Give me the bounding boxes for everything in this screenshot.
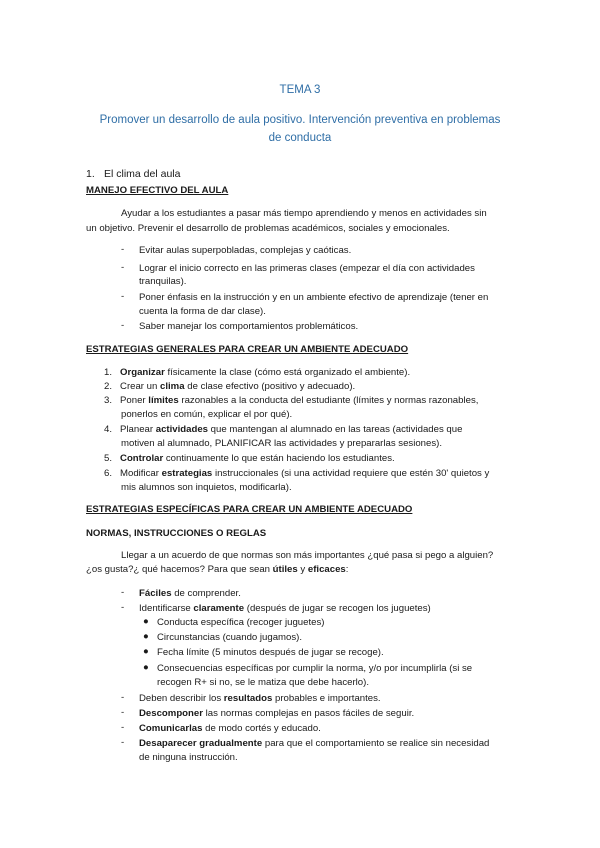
doc-subtitle-line1: Promover un desarrollo de aula positivo. Intervención preventiva en problemas bbox=[99, 114, 501, 126]
especificas-paragraph-line1: Llegar a un acuerdo de que normas son más importantes ¿qué pasa si pego a alguien? bbox=[121, 550, 494, 561]
dash-bullet: - bbox=[121, 737, 125, 748]
item-text: razonables a la conducta del estudiante (límites y normas razonables, bbox=[178, 395, 479, 406]
dot-bullet: ● bbox=[143, 631, 149, 642]
bullet-text: de comprender. bbox=[171, 588, 241, 599]
item-text: que mantengan al alumnado en las tareas (actividades que bbox=[208, 424, 463, 435]
manejo-bullet-3-line2: cuenta la forma de dar clase). bbox=[139, 306, 266, 317]
bullet-text: para que el comportamiento se realice sin necesidad bbox=[262, 738, 490, 749]
manejo-bullet-4: Saber manejar los comportamientos problemáticos. bbox=[139, 321, 359, 332]
dash-bullet: - bbox=[121, 602, 125, 613]
item-number: 6. bbox=[104, 468, 113, 479]
item-number: 2. bbox=[104, 381, 113, 392]
especificas-bullet-4 bbox=[139, 707, 414, 721]
manejo-bullet-2-line1: Lograr el inicio correcto en las primeras clases (empezar el día con actividades bbox=[139, 263, 475, 274]
item-pre: Poner bbox=[120, 395, 149, 406]
item-pre: Planear bbox=[120, 424, 156, 435]
bullet-text: de modo cortés y educado. bbox=[202, 723, 321, 734]
dash-bullet: - bbox=[121, 244, 125, 255]
heading-generales: ESTRATEGIAS GENERALES PARA CREAR UN AMBIENTE ADECUADO bbox=[86, 344, 409, 355]
bullet-bold: Descomponer bbox=[139, 708, 203, 719]
item-pre: Modificar bbox=[120, 468, 162, 479]
item-number: 1. bbox=[104, 367, 113, 378]
dot-bullet: ● bbox=[143, 662, 149, 673]
generales-item-3 bbox=[104, 394, 478, 408]
item-number: 4. bbox=[104, 424, 113, 435]
item-text: de clase efectivo (positivo y adecuado). bbox=[184, 381, 356, 392]
bullet-bold: resultados bbox=[223, 693, 273, 704]
generales-item-4-line2: motiven al alumnado, PLANIFICAR las actividades y prepararlas sesiones). bbox=[121, 438, 443, 449]
dash-bullet: - bbox=[121, 320, 125, 331]
bullet-pre: Deben describir los bbox=[139, 693, 224, 704]
dot-bullet: ● bbox=[143, 616, 149, 627]
bullet-text: (después de jugar se recogen los juguetes) bbox=[244, 603, 431, 614]
dash-bullet: - bbox=[121, 291, 125, 302]
especificas-bullet-2 bbox=[139, 602, 431, 616]
generales-item-2 bbox=[104, 380, 355, 394]
bullet-pre: Identificarse bbox=[139, 603, 194, 614]
item-number: 5. bbox=[104, 453, 113, 464]
manejo-paragraph-line1: Ayudar a los estudiantes a pasar más tiempo aprendiendo y menos en actividades sin bbox=[121, 208, 487, 219]
heading-manejo: MANEJO EFECTIVO DEL AULA bbox=[86, 185, 229, 196]
para-bold-eficaces: eficaces bbox=[307, 564, 346, 575]
doc-subtitle-line2: de conducta bbox=[268, 132, 332, 144]
section-number: 1. bbox=[86, 168, 95, 180]
generales-item-3-line2: ponerlos en común, explicar el por qué). bbox=[121, 409, 293, 420]
generales-item-4 bbox=[104, 423, 462, 437]
bullet-text: las normas complejas en pasos fáciles de seguir. bbox=[202, 708, 415, 719]
item-text: físicamente la clase (cómo está organizado el ambiente). bbox=[164, 367, 411, 378]
dash-bullet: - bbox=[121, 692, 125, 703]
para-post: : bbox=[345, 564, 349, 575]
especificas-paragraph-line2 bbox=[86, 563, 348, 577]
bullet-bold: Fáciles bbox=[139, 588, 172, 599]
doc-title: TEMA 3 bbox=[279, 84, 321, 96]
item-bold: clima bbox=[160, 381, 185, 392]
bullet-bold: claramente bbox=[193, 603, 245, 614]
generales-item-1 bbox=[104, 366, 410, 380]
para-mid: y bbox=[297, 564, 308, 575]
item-bold: límites bbox=[148, 395, 179, 406]
especificas-bullet-6 bbox=[139, 737, 489, 751]
especificas-bullet-6-line2: de ninguna instrucción. bbox=[139, 752, 238, 763]
section-title: El clima del aula bbox=[104, 168, 181, 180]
dash-bullet: - bbox=[121, 262, 125, 273]
para-bold-utiles: útiles bbox=[272, 564, 298, 575]
item-bold: Organizar bbox=[120, 367, 165, 378]
item-text: continuamente lo que están haciendo los estudiantes. bbox=[163, 453, 395, 464]
bullet-bold: Comunicarlas bbox=[139, 723, 203, 734]
generales-item-5 bbox=[104, 452, 395, 466]
item-text: instruccionales (si una actividad requiere que estén 30' quietos y bbox=[212, 468, 490, 479]
subbullet-3: Fecha límite (5 minutos después de jugar se recoge). bbox=[157, 647, 384, 658]
subbullet-2: Circunstancias (cuando jugamos). bbox=[157, 632, 303, 643]
item-bold: actividades bbox=[155, 424, 209, 435]
subbullet-4-line2: recogen R+ si no, se le matiza que debe hacerlo). bbox=[157, 677, 369, 688]
dash-bullet: - bbox=[121, 587, 125, 598]
especificas-bullet-5 bbox=[139, 722, 321, 736]
bullet-bold: Desaparecer gradualmente bbox=[139, 738, 263, 749]
para-pre: ¿os gusta?¿ qué hacemos? Para que sean bbox=[86, 564, 273, 575]
subbullet-1: Conducta específica (recoger juguetes) bbox=[157, 617, 325, 628]
dash-bullet: - bbox=[121, 707, 125, 718]
generales-item-6 bbox=[104, 467, 489, 481]
manejo-bullet-2-line2: tranquilas). bbox=[139, 276, 187, 287]
heading-especificas: ESTRATEGIAS ESPECÍFICAS PARA CREAR UN AMBIENTE ADECUADO bbox=[86, 504, 413, 515]
item-bold: Controlar bbox=[120, 453, 164, 464]
item-pre: Crear un bbox=[120, 381, 161, 392]
item-bold: estrategias bbox=[161, 468, 213, 479]
generales-item-6-line2: mis alumnos son inquietos, modificarla). bbox=[121, 482, 292, 493]
item-number: 3. bbox=[104, 395, 113, 406]
manejo-bullet-1: Evitar aulas superpobladas, complejas y caóticas. bbox=[139, 245, 352, 256]
dash-bullet: - bbox=[121, 722, 125, 733]
especificas-bullet-3 bbox=[139, 692, 381, 706]
subheading-normas: NORMAS, INSTRUCCIONES O REGLAS bbox=[86, 528, 267, 539]
especificas-bullet-1 bbox=[139, 587, 241, 601]
dot-bullet: ● bbox=[143, 646, 149, 657]
manejo-paragraph-line2: un objetivo. Prevenir el desarrollo de problemas académicos, sociales y emocionales. bbox=[86, 223, 450, 234]
bullet-text: probables e importantes. bbox=[272, 693, 381, 704]
subbullet-4-line1: Consecuencias específicas por cumplir la norma, y/o por incumplirla (si se bbox=[157, 663, 473, 674]
manejo-bullet-3-line1: Poner énfasis en la instrucción y en un ambiente efectivo de aprendizaje (tener en bbox=[139, 292, 489, 303]
